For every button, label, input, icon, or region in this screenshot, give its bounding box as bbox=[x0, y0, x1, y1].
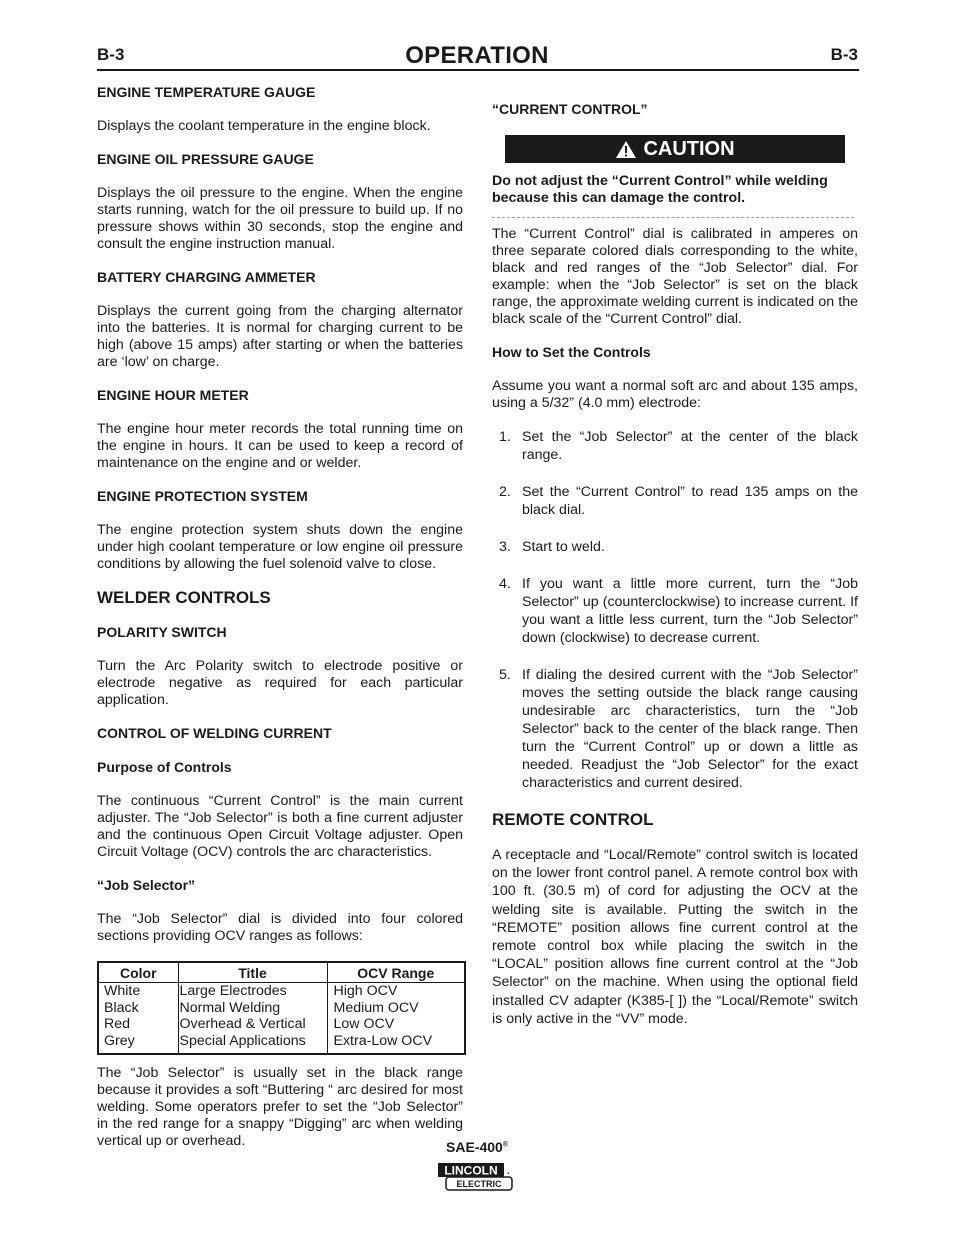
remote-control-text: A receptacle and “Local/Remote” control switch is located on the lower front control panel. A remote control box with 100 ft. (30.5 m) of cord for adjusting the OCV at the welding site is available. Putting the switch in the “REMOTE” position allows fine current control at the remote control box while placing the switch in the “LOCAL” position allows fine current control at the “Job Selector” on the machine. When using the optional field installed CV adapter (K385-[ ]) the “Local/Remote” switch is only active in the “VV” mode. bbox=[492, 847, 858, 1027]
polarity-heading: POLARITY SWITCH bbox=[97, 624, 227, 640]
section-code-left: B-3 bbox=[97, 45, 125, 64]
table-row bbox=[98, 983, 465, 1000]
header-rule bbox=[97, 69, 859, 71]
list-item bbox=[492, 666, 858, 792]
table-cell: Black bbox=[98, 1000, 178, 1017]
table-header-title: Title bbox=[178, 962, 327, 983]
purpose-heading: Purpose of Controls bbox=[97, 759, 232, 775]
job-selector-usage-text: The “Job Selector” is usually set in the black range because it provides a soft “Buttering “ arc desired for most welding. Some operators prefer to set the “Job Selector” in the red range for a snappy “Digging” arc when welding vertical up or overhead. bbox=[97, 1065, 463, 1149]
table-cell: High OCV bbox=[333, 983, 398, 999]
table-row bbox=[98, 1000, 465, 1017]
warning-triangle-icon bbox=[615, 140, 637, 159]
table-cell: Special Applications bbox=[178, 1033, 327, 1055]
ocv-range-table bbox=[97, 961, 466, 1055]
step-number: 4. bbox=[499, 576, 511, 592]
polarity-text: Turn the Arc Polarity switch to electrode positive or electrode negative as required for each particular application. bbox=[97, 658, 463, 708]
remote-control-heading: REMOTE CONTROL bbox=[492, 810, 654, 829]
list-item bbox=[492, 483, 858, 519]
caution-label: CAUTION bbox=[643, 137, 735, 160]
model-text: SAE-400 bbox=[446, 1139, 503, 1155]
ammeter-text: Displays the current going from the charging alternator into the batteries. It is normal for charging current to be high (above 15 amps) after starting or when the batteries are ‘low’ on charge. bbox=[97, 303, 463, 370]
step-number: 2. bbox=[499, 484, 511, 500]
table-cell: Grey bbox=[98, 1033, 178, 1055]
step-text: Set the “Job Selector” at the center of the black range. bbox=[522, 429, 858, 463]
caution-banner bbox=[505, 135, 845, 163]
logo-text-top: LINCOLN bbox=[444, 1163, 498, 1178]
table-cell: Normal Welding bbox=[178, 1000, 327, 1017]
registered-mark: ® bbox=[502, 1141, 508, 1149]
page-title: OPERATION bbox=[405, 42, 549, 69]
ammeter-heading: BATTERY CHARGING AMMETER bbox=[97, 269, 316, 285]
caution-text: Do not adjust the “Current Control” while welding because this can damage the control. bbox=[492, 173, 828, 206]
current-control-text: The “Current Control” dial is calibrated in amperes on three separate colored dials corresponding to the white, black and red ranges of the “Job Selector” dial. For example: when the “Job Selector” is set on the black range, the approximate welding current is indicated on the black scale of the “Current Control” dial. bbox=[492, 226, 858, 327]
welder-controls-heading: WELDER CONTROLS bbox=[97, 588, 271, 607]
how-to-set-text: Assume you want a normal soft arc and about 135 amps, using a 5/32” (4.0 mm) electrode: bbox=[492, 378, 858, 411]
table-header-color: Color bbox=[98, 962, 178, 983]
list-item bbox=[492, 538, 858, 556]
purpose-text: The continuous “Current Control” is the main current adjuster. The “Job Selector” is both a fine current adjuster and the continuous Open Circuit Voltage adjuster. Open Circuit Voltage (OCV) controls the arc characteristics. bbox=[97, 793, 463, 860]
step-number: 1. bbox=[499, 429, 511, 445]
table-cell: Overhead & Vertical bbox=[178, 1016, 327, 1033]
logo-dot: . bbox=[507, 1166, 510, 1177]
lincoln-electric-logo bbox=[435, 1162, 515, 1192]
table-cell: Large Electrodes bbox=[178, 983, 327, 1000]
table-cell: Low OCV bbox=[333, 1016, 395, 1032]
job-selector-heading: “Job Selector” bbox=[97, 877, 196, 893]
left-column bbox=[97, 84, 463, 1166]
list-item bbox=[492, 428, 858, 464]
table-cell: Extra-Low OCV bbox=[333, 1032, 433, 1049]
step-text: If dialing the desired current with the “Job Selector” moves the setting outside the black range causing undesirable arc characteristics, turn the “Job Selector” back to the center of the black range. Then turn the “Current Control” up or down a little as needed. Readjust the “Job Selector” for the exact characteristics and current desired. bbox=[522, 667, 858, 791]
hour-meter-text: The engine hour meter records the total running time on the engine in hours. It can be used to keep a record of maintenance on the engine and or welder. bbox=[97, 421, 463, 471]
how-to-set-heading: How to Set the Controls bbox=[492, 344, 651, 360]
welding-current-heading: CONTROL OF WELDING CURRENT bbox=[97, 725, 332, 741]
right-column bbox=[492, 101, 858, 1044]
current-control-heading: “CURRENT CONTROL” bbox=[492, 101, 648, 117]
table-header-ocv: OCV Range bbox=[327, 962, 465, 983]
protection-heading: ENGINE PROTECTION SYSTEM bbox=[97, 488, 308, 504]
logo-text-bottom: ELECTRIC bbox=[456, 1179, 502, 1189]
table-header-row bbox=[98, 962, 465, 983]
job-selector-text: The “Job Selector” dial is divided into four colored sections providing OCV ranges as follows: bbox=[97, 911, 463, 944]
protection-text: The engine protection system shuts down the engine under high coolant temperature or low engine oil pressure conditions by allowing the fuel solenoid valve to close. bbox=[97, 522, 463, 572]
engine-temp-text: Displays the coolant temperature in the engine block. bbox=[97, 118, 431, 134]
table-row bbox=[98, 1016, 465, 1033]
section-code-right: B-3 bbox=[830, 45, 858, 64]
model-name bbox=[410, 1139, 544, 1155]
table-cell: Medium OCV bbox=[333, 999, 419, 1016]
table-cell: White bbox=[98, 983, 178, 1000]
engine-temp-heading: ENGINE TEMPERATURE GAUGE bbox=[97, 84, 316, 100]
oil-pressure-heading: ENGINE OIL PRESSURE GAUGE bbox=[97, 151, 314, 167]
oil-pressure-text: Displays the oil pressure to the engine. When the engine starts running, watch for the oil pressure to build up. If no pressure shows within 30 seconds, stop the engine and consult the engine instruction manual. bbox=[97, 185, 463, 252]
step-text: Start to weld. bbox=[522, 539, 605, 555]
table-row bbox=[98, 1033, 465, 1055]
step-number: 3. bbox=[499, 539, 511, 555]
step-text: Set the “Current Control” to read 135 amps on the black dial. bbox=[522, 484, 858, 518]
table-cell: Red bbox=[98, 1016, 178, 1033]
hour-meter-heading: ENGINE HOUR METER bbox=[97, 387, 249, 403]
steps-list bbox=[492, 428, 858, 792]
step-number: 5. bbox=[499, 667, 511, 683]
dashed-divider bbox=[492, 217, 854, 218]
list-item bbox=[492, 575, 858, 647]
step-text: If you want a little more current, turn the “Job Selector” up (counterclockwise) to increase current. If you want a little less current, turn the “Job Selector” down (clockwise) to decrease current. bbox=[522, 576, 858, 646]
